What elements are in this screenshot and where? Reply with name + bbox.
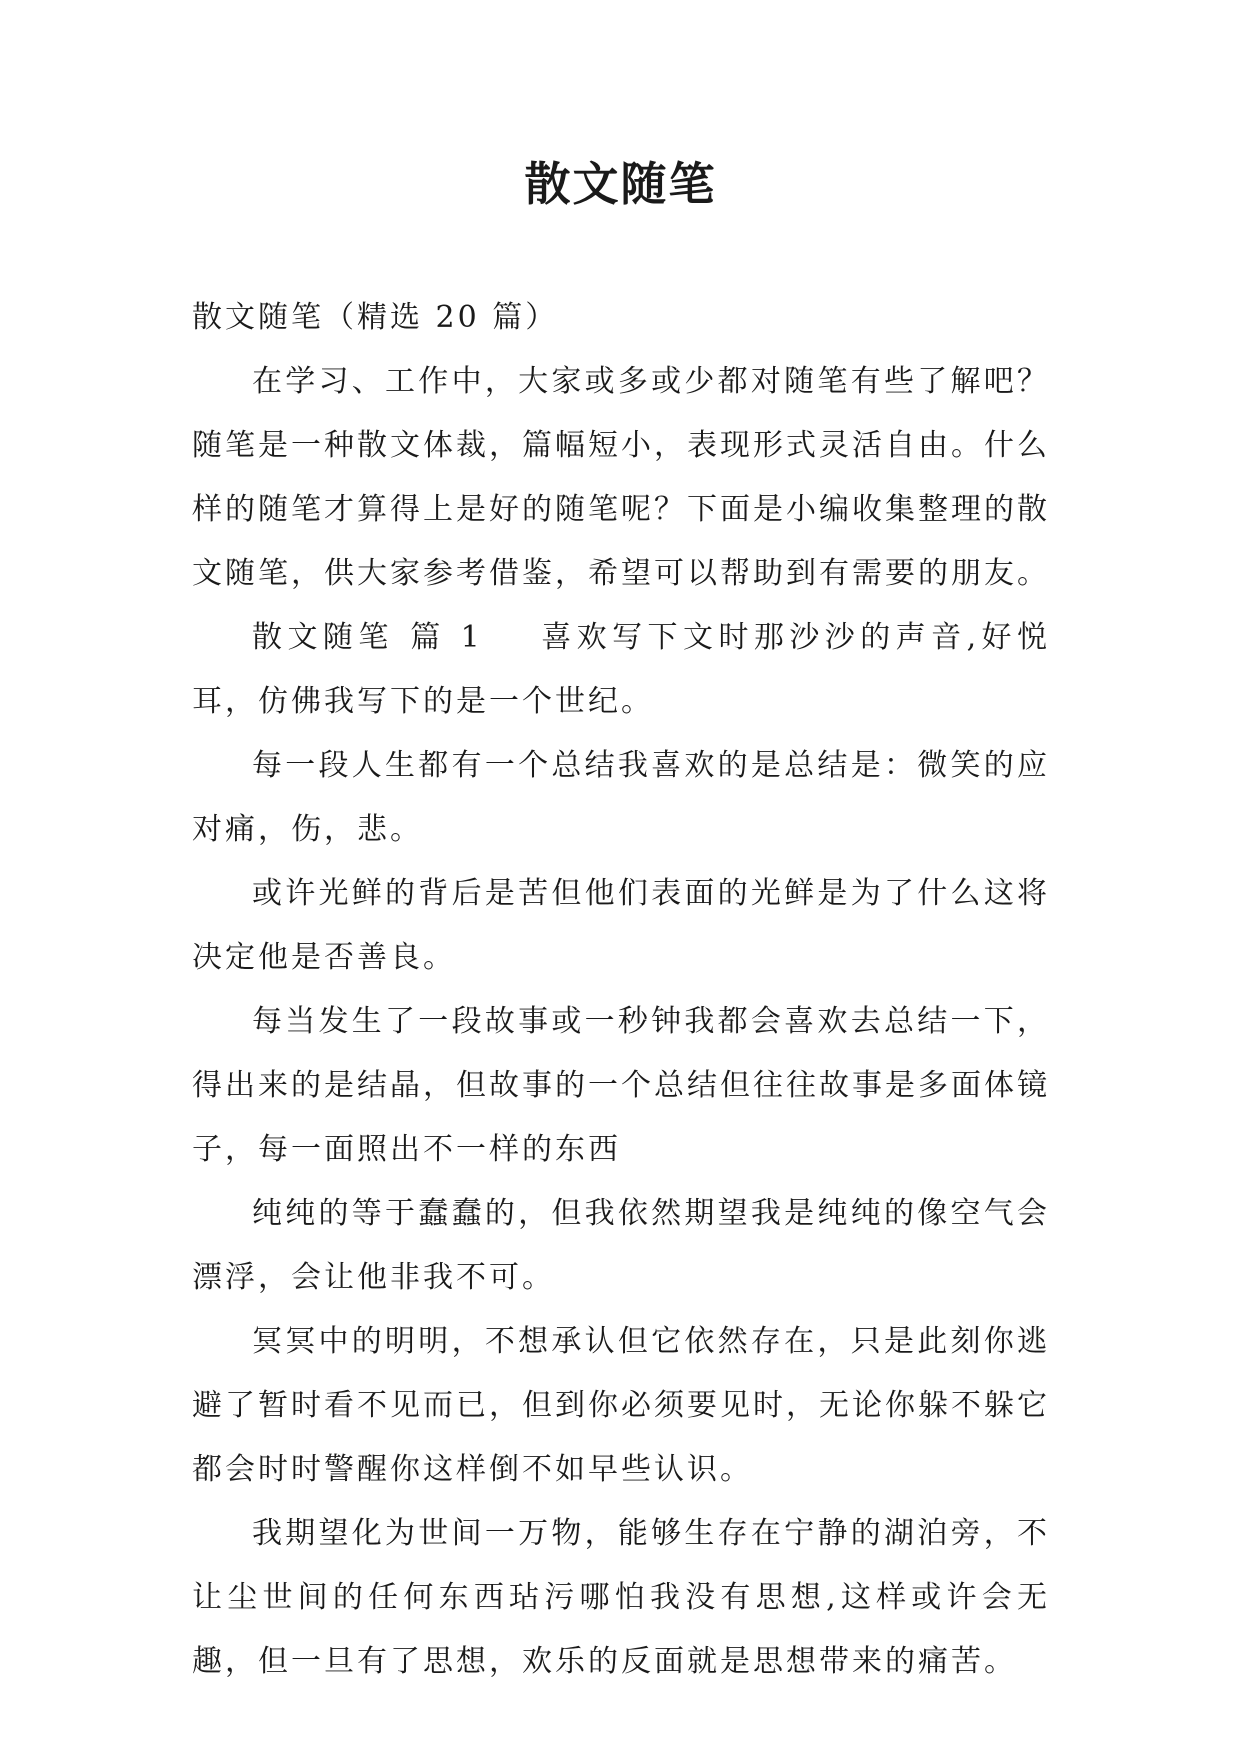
document-title: 散文随笔 [524, 157, 717, 211]
essay-heading: 散文随笔 [252, 620, 394, 655]
essay-paragraph: 每当发生了一段故事或一秒钟我都会喜欢去总结一下，得出来的是结晶，但故事的一个总结但往往故事是多面体镜子，每一面照出不一样的东西 [192, 1004, 1050, 1167]
essay-paragraph: 冥冥中的明明，不想承认但它依然存在，只是此刻你逃避了暂时看不见而已，但到你必须要见时，无论你躲不躲它都会时时警醒你这样倒不如早些认识。 [192, 1324, 1050, 1487]
essay-1-first-paragraph [192, 606, 1050, 734]
essay-paragraph: 或许光鲜的背后是苦但他们表面的光鲜是为了什么这将决定他是否善良。 [192, 876, 1050, 975]
essay-number: 篇 1 [407, 620, 483, 655]
intro-paragraph: 在学习、工作中，大家或多或少都对随笔有些了解吧？随笔是一种散文体裁，篇幅短小，表现形式灵活自由。什么样的随笔才算得上是好的随笔呢？下面是小编收集整理的散文随笔，供大家参考借鉴，希望可以帮助到有需要的朋友。 [192, 364, 1050, 591]
essay-paragraph: 纯纯的等于蠢蠢的，但我依然期望我是纯纯的像空气会漂浮，会让他非我不可。 [192, 1196, 1050, 1295]
essay-paragraph: 喜欢写下文时那沙沙的声音,好悦耳，仿佛我写下的是一个世纪。 [192, 620, 1051, 719]
essay-paragraph: 我期望化为世间一万物，能够生存在宁静的湖泊旁，不让尘世间的任何东西玷污哪怕我没有思想,这样或许会无趣，但一旦有了思想，欢乐的反面就是思想带来的痛苦。 [192, 1516, 1050, 1679]
essay-paragraph: 每一段人生都有一个总结我喜欢的是总结是：微笑的应对痛，伤，悲。 [192, 748, 1050, 847]
document-body [192, 286, 1050, 1694]
document-subtitle: 散文随笔（精选 20 篇） [192, 300, 559, 335]
